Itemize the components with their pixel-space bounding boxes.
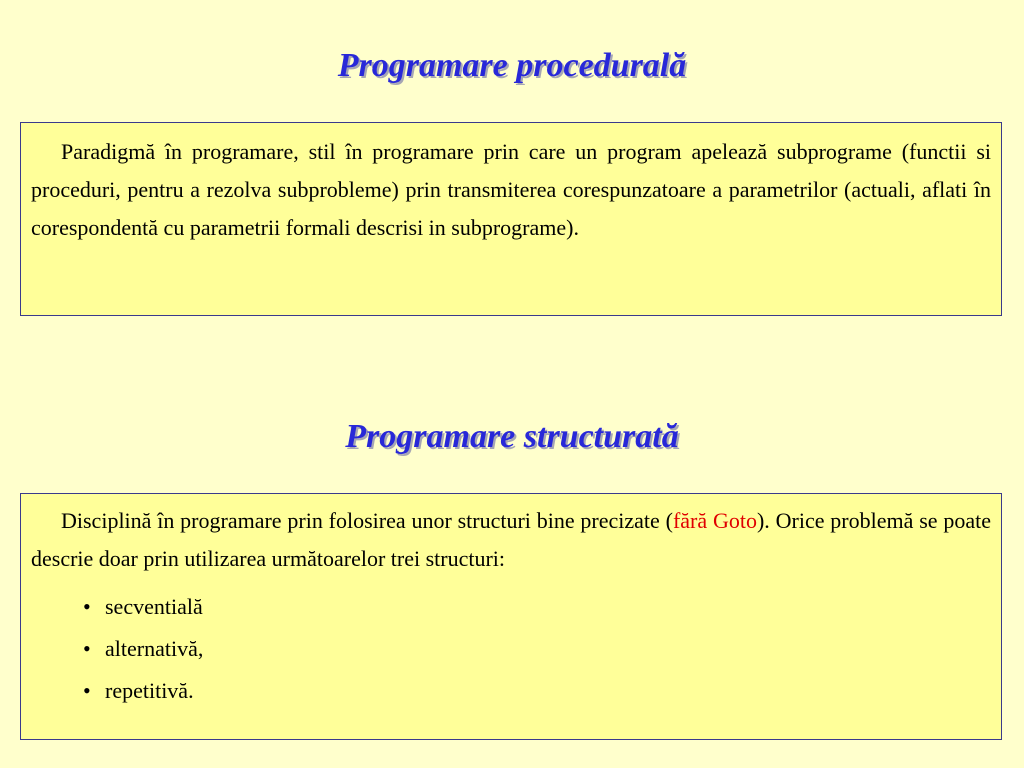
definition-text-start: Disciplină în programare prin folosirea unor structuri bine precizate (: [61, 508, 673, 533]
bullet-icon: •: [83, 636, 91, 661]
list-item-label: repetitivă.: [105, 678, 194, 703]
bullet-icon: •: [83, 594, 91, 619]
list-item-alternativa: [31, 628, 991, 670]
bullet-icon: •: [83, 678, 91, 703]
definition-box-procedurala: [20, 122, 1002, 316]
definition-text-procedurala: Paradigmă în programare, stil în programare prin care un program apelează subprograme (functii si proceduri, pentru a rezolva subprobleme) prin transmiterea corespunzatoare a parametrilor (actuali, aflati în corespondentă cu parametrii formali descrisi in subprograme).: [31, 139, 991, 240]
title-programare-procedurala: Programare procedurală: [337, 47, 687, 84]
highlight-fara-goto: fără Goto: [672, 508, 757, 533]
structures-list: [31, 586, 991, 712]
list-item-label: alternativă,: [105, 636, 204, 661]
list-item-repetitiva: [31, 670, 991, 712]
list-item-secventiala: [31, 586, 991, 628]
definition-text-end: ). Orice problemă se poate descrie doar prin utilizarea următoarelor trei structuri:: [31, 508, 991, 571]
definition-box-structurata: [20, 493, 1002, 740]
title-programare-structurata: Programare structurată: [345, 418, 679, 455]
list-item-label: secventială: [105, 594, 203, 619]
definition-text-structurata: [31, 502, 991, 578]
